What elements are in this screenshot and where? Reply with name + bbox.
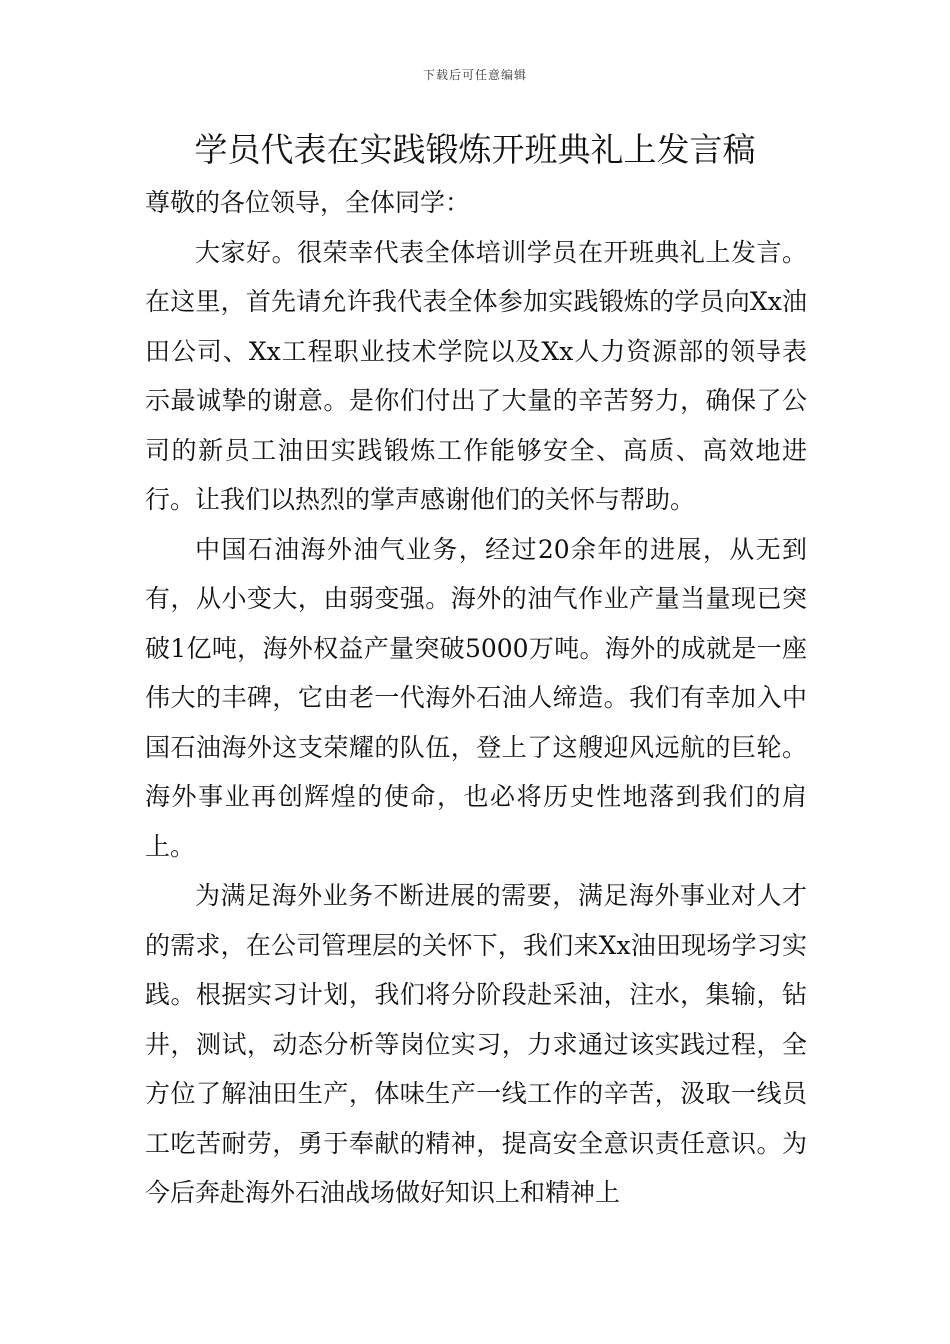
paragraph-3: 为满足海外业务不断进展的需要，满足海外事业对人才的需求，在公司管理层的关怀下，我们来Xx油田现场学习实践。根据实习计划，我们将分阶段赴采油，注水，集输，钻井，测试，动态分析等岗位实习，力求通过该实践过程，全方位了解油田生产，体味生产一线工作的辛苦，汲取一线员工吃苦耐劳，勇于奉献的精神，提高安全意识责任意识。为今后奔赴海外石油战场做好知识上和精神上: [145, 881, 807, 1207]
document-body: [145, 178, 807, 1218]
paragraph-1: 大家好。很荣幸代表全体培训学员在开班典礼上发言。在这里，首先请允许我代表全体参加实践锻炼的学员向Xx油田公司、Xx工程职业技术学院以及Xx人力资源部的领导表示最诚挚的谢意。是你们付出了大量的辛苦努力，确保了公司的新员工油田实践锻炼工作能够安全、高质、高效地进行。让我们以热烈的掌声感谢他们的关怀与帮助。: [145, 237, 807, 514]
document-title: 学员代表在实践锻炼开班典礼上发言稿: [194, 130, 756, 169]
paragraph-2: 中国石油海外油气业务，经过20余年的进展，从无到有，从小变大，由弱变强。海外的油气作业产量当量现已突破1亿吨，海外权益产量突破5000万吨。海外的成就是一座伟大的丰碑，它由老一代海外石油人缔造。我们有幸加入中国石油海外这支荣耀的队伍，登上了这艘迎风远航的巨轮。海外事业再创辉煌的使命，也必将历史性地落到我们的肩上。: [145, 534, 807, 861]
header-note: 下载后可任意编辑: [422, 68, 527, 82]
salutation: 尊敬的各位领导，全体同学：: [145, 188, 471, 217]
